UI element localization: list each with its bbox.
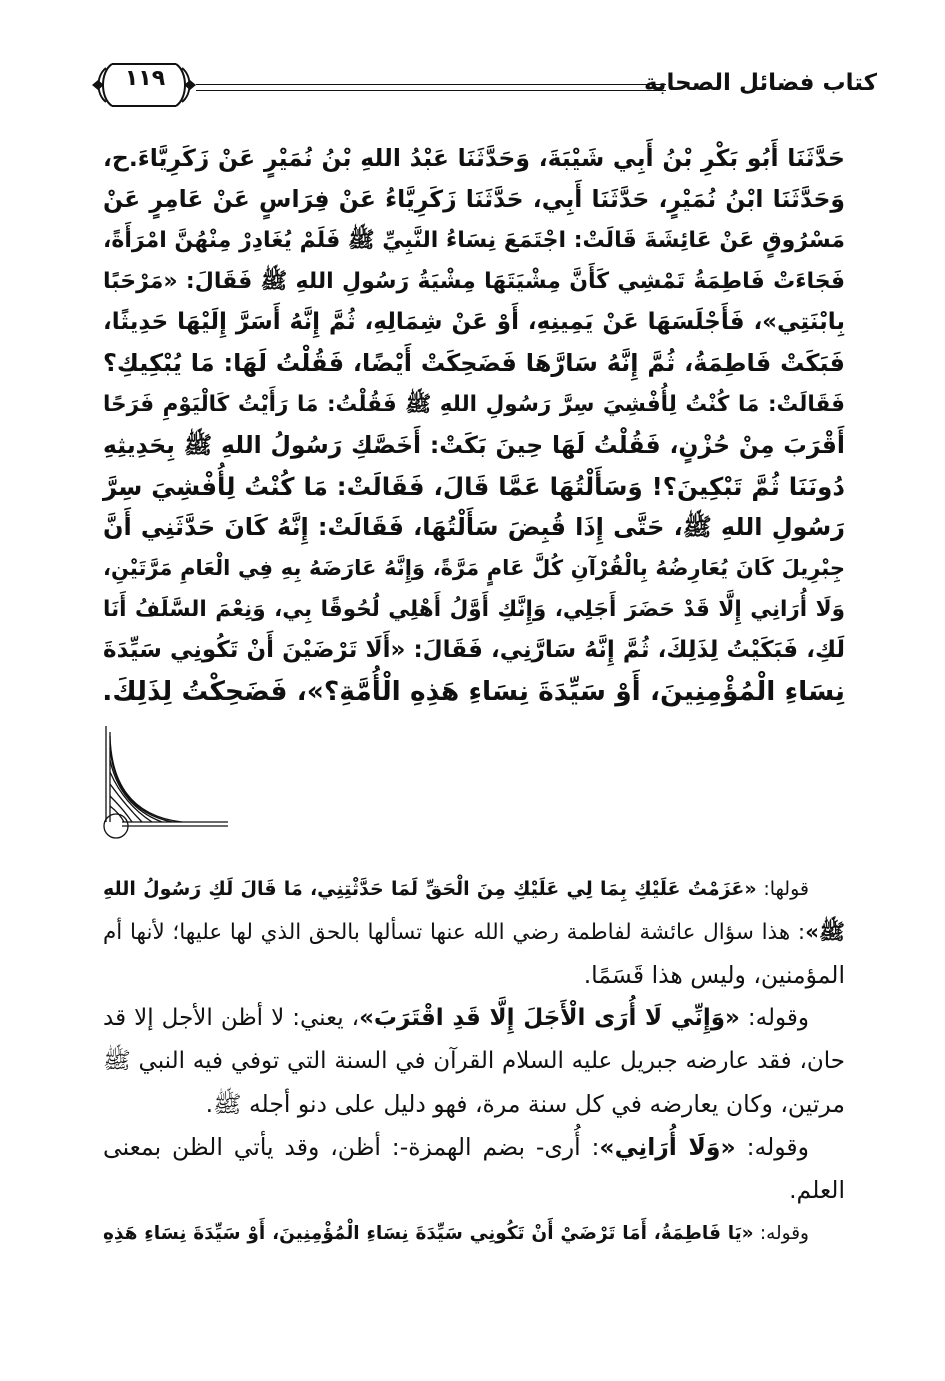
hadith-line: فَقَالَتْ: مَا كُنْتُ لِأُفْشِيَ سِرَّ رَسُولِ اللهِ ﷺ فَقُلْتُ: مَا رَأَيْتُ كَالْيَوْمِ فَرَحًا	[103, 392, 845, 417]
hadith-line: مَسْرُوقٍ عَنْ عَائِشَةَ قَالَتْ: اجْتَمَعَ نِسَاءُ النَّبِيِّ ﷺ فَلَمْ يُغَادِرْ مِنْهُنَّ امْرَأَةً،	[103, 228, 845, 253]
hadith-line: بِابْنَتِي»، فَأَجْلَسَهَا عَنْ يَمِينِهِ، أَوْ عَنْ شِمَالِهِ، ثُمَّ إِنَّهُ أَسَرَّ إِلَيْهَا حَدِيثًا،	[103, 309, 845, 335]
commentary-text-run: : هذا سؤال عائشة لفاطمة رضي الله عنها تسألها بالحق الذي لها عليها؛ لأنها أم	[103, 920, 806, 945]
commentary-quote: ﷺ»	[805, 920, 845, 945]
header-rule-thin	[196, 90, 666, 91]
book-title: كتاب فضائل الصحابة	[643, 70, 877, 96]
corner-ornament-icon	[102, 726, 228, 840]
commentary-lead: وقوله:	[735, 1133, 809, 1161]
commentary-text-run: ، يعني: لا أظن الأجل إلا قد	[103, 1005, 360, 1031]
commentary-quote: «يَا فَاطِمَةُ، أَمَا تَرْضَيْ أَنْ تَكُونِي سَيِّدَةَ نِسَاءِ الْمُؤْمِنِينَ، أَوْ سَيِّدَةَ نِسَاءِ هَذِهِ	[103, 1223, 754, 1244]
hadith-line: جِبْرِيلَ كَانَ يُعَارِضُهُ بِالْقُرْآنِ كُلَّ عَامٍ مَرَّةً، وَإِنَّهُ عَارَضَهُ بِهِ فِي الْعَامِ مَرَّتَيْنِ،	[103, 556, 845, 580]
commentary-quote: «عَزَمْتُ عَلَيْكِ بِمَا لِي عَلَيْكِ مِنَ الْحَقِّ لَمَا حَدَّثْتِنِي، مَا قَالَ لَكِ رَسُولُ اللهِ	[103, 878, 757, 900]
hadith-text	[103, 138, 845, 712]
commentary-line: المؤمنين، وليس هذا قَسَمًا.	[583, 961, 845, 989]
hadith-line: فَجَاءَتْ فَاطِمَةُ تَمْشِي كَأَنَّ مِشْيَتَهَا مِشْيَةُ رَسُولِ اللهِ ﷺ فَقَالَ: «مَرْحَبًا	[103, 269, 845, 294]
commentary-line: مرتين، وكان يعارضه في كل سنة مرة، فهو دليل على دنو أجله ﷺ.	[205, 1090, 845, 1118]
hadith-line: نِسَاءِ الْمُؤْمِنِينَ، أَوْ سَيِّدَةَ نِسَاءِ هَذِهِ الْأُمَّةِ؟»، فَضَحِكْتُ لِذَلِكَ.	[102, 676, 845, 707]
commentary-line	[103, 997, 845, 1040]
header-rule	[196, 84, 666, 85]
hadith-line: رَسُولِ اللهِ ﷺ، حَتَّى إِذَا قُبِضَ سَأَلْتُهَا، فَقَالَتْ: إِنَّهُ كَانَ حَدَّثَنِي أَنَّ	[103, 513, 845, 541]
hadith-line: دُونَنَا ثُمَّ تَبْكِينَ؟! وَسَأَلْتُهَا عَمَّا قَالَ، فَقَالَتْ: مَا كُنْتُ لِأُفْشِيَ سِرَّ	[103, 472, 845, 501]
hadith-line: وَلَا أُرَانِي إِلَّا قَدْ حَضَرَ أَجَلِي، وَإِنَّكِ أَوَّلُ أَهْلِي لُحُوقًا بِي، وَنِعْمَ السَّلَفُ أَنَا	[103, 597, 845, 622]
commentary-line	[103, 1126, 845, 1169]
commentary-line	[103, 911, 845, 954]
commentary-text-run: : أُرى- بضم الهمزة-: أظن، وقد يأتي الظن بمعنى	[103, 1133, 600, 1161]
commentary-line: حان، فقد عارضه جبريل عليه السلام القرآن في السنة التي توفي فيه النبي ﷺ	[103, 1048, 845, 1074]
commentary-lead: وقوله:	[753, 1223, 809, 1244]
commentary-lead: وقوله:	[739, 1005, 809, 1031]
hadith-line: فَبَكَتْ فَاطِمَةُ، ثُمَّ إِنَّهُ سَارَّهَا فَضَحِكَتْ أَيْضًا، فَقُلْتُ لَهَا: مَا يُبْكِيكِ؟	[103, 349, 845, 377]
hadith-line: لَكِ، فَبَكَيْتُ لِذَلِكَ، ثُمَّ إِنَّهُ سَارَّنِي، فَقَالَ: «أَلَا تَرْضَيْنَ أَنْ تَكُونِي سَيِّدَةَ	[103, 637, 845, 663]
commentary-quote: «وَإِنِّي لَا أُرَى الْأَجَلَ إِلَّا قَدِ اقْتَرَبَ»	[359, 1005, 740, 1031]
commentary-line	[103, 1212, 845, 1255]
hadith-line: أَقْرَبَ مِنْ حُزْنٍ، فَقُلْتُ لَهَا حِينَ بَكَتْ: أَخَصَّكِ رَسُولُ اللهِ ﷺ بِحَدِيثِهِ	[103, 431, 845, 459]
hadith-line: حَدَّثَنَا أَبُو بَكْرِ بْنُ أَبِي شَيْبَةَ، وَحَدَّثَنَا عَبْدُ اللهِ بْنُ نُمَيْرٍ عَنْ زَكَرِيَّاءَ.ح،	[103, 144, 845, 172]
page-number: ١١٩	[124, 66, 166, 91]
commentary-text	[103, 868, 845, 1255]
hadith-line: وَحَدَّثَنَا ابْنُ نُمَيْرٍ، حَدَّثَنَا أَبِي، حَدَّثَنَا زَكَرِيَّاءُ عَنْ فِرَاسٍ عَنْ عَامِرٍ عَنْ	[103, 185, 845, 213]
commentary-line	[103, 868, 845, 911]
commentary-line: العلم.	[789, 1176, 845, 1204]
commentary-quote: «وَلَا أُرَانِي»	[599, 1133, 736, 1161]
commentary-lead: قولها:	[756, 878, 809, 900]
